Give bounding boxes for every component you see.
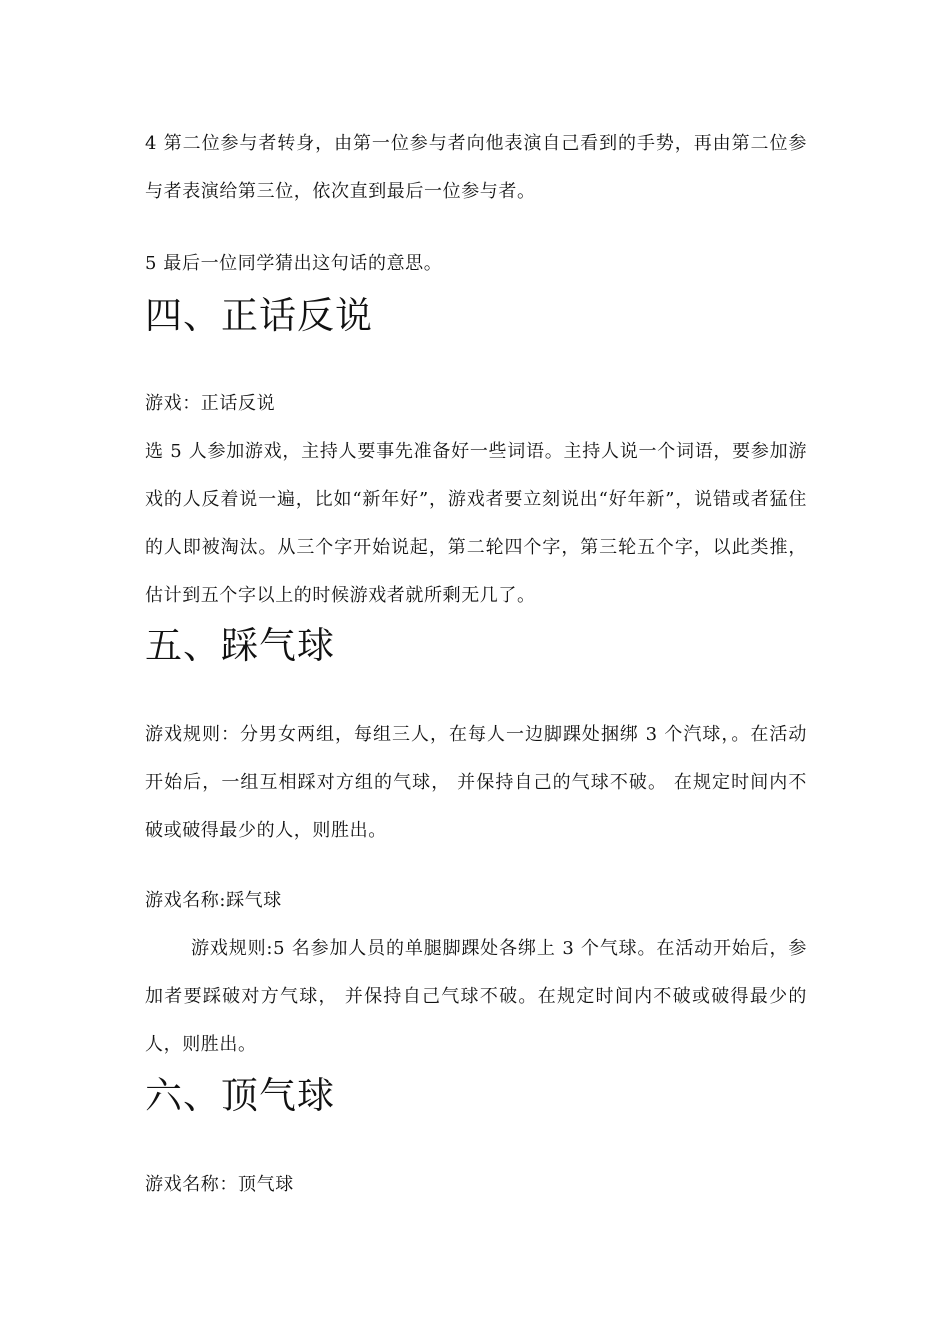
section-6-game-name: 游戏名称：顶气球 <box>145 1174 294 1195</box>
section-5-rules-1: 游戏规则：分男女两组，每组三人，在每人一边脚踝处捆绑 3 个汽球，。在活动开始后，一组互相踩对方组的气球， 并保持自己的气球不破。 在规定时间内不破或破得最少的人，则胜出。 <box>145 724 807 841</box>
step-5-paragraph: 5 最后一位同学猜出这句话的意思。 <box>145 253 443 274</box>
section-4-game-label: 游戏：正话反说 <box>145 393 276 414</box>
section-6-heading: 六、顶气球 <box>145 1074 335 1117</box>
section-5-game-name: 游戏名称:踩气球 <box>145 890 282 911</box>
section-5-heading: 五、踩气球 <box>145 624 335 667</box>
step-4-paragraph: 4 第二位参与者转身，由第一位参与者向他表演自己看到的手势，再由第二位参与者表演给第三位，依次直到最后一位参与者。 <box>145 133 807 202</box>
section-4-heading: 四、正话反说 <box>145 294 373 337</box>
section-5-rules-2: 游戏规则:5 名参加人员的单腿脚踝处各绑上 3 个气球。在活动开始后，参加者要踩破对方气球， 并保持自己气球不破。在规定时间内不破或破得最少的人，则胜出。 <box>145 938 807 1055</box>
section-4-body: 选 5 人参加游戏，主持人要事先准备好一些词语。主持人说一个词语，要参加游戏的人反着说一遍，比如“新年好”，游戏者要立刻说出“好年新”，说错或者猛住的人即被淘汰。从三个字开始说起，第二轮四个字，第三轮五个字，以此类推，估计到五个字以上的时候游戏者就所剩无几了。 <box>145 441 807 606</box>
